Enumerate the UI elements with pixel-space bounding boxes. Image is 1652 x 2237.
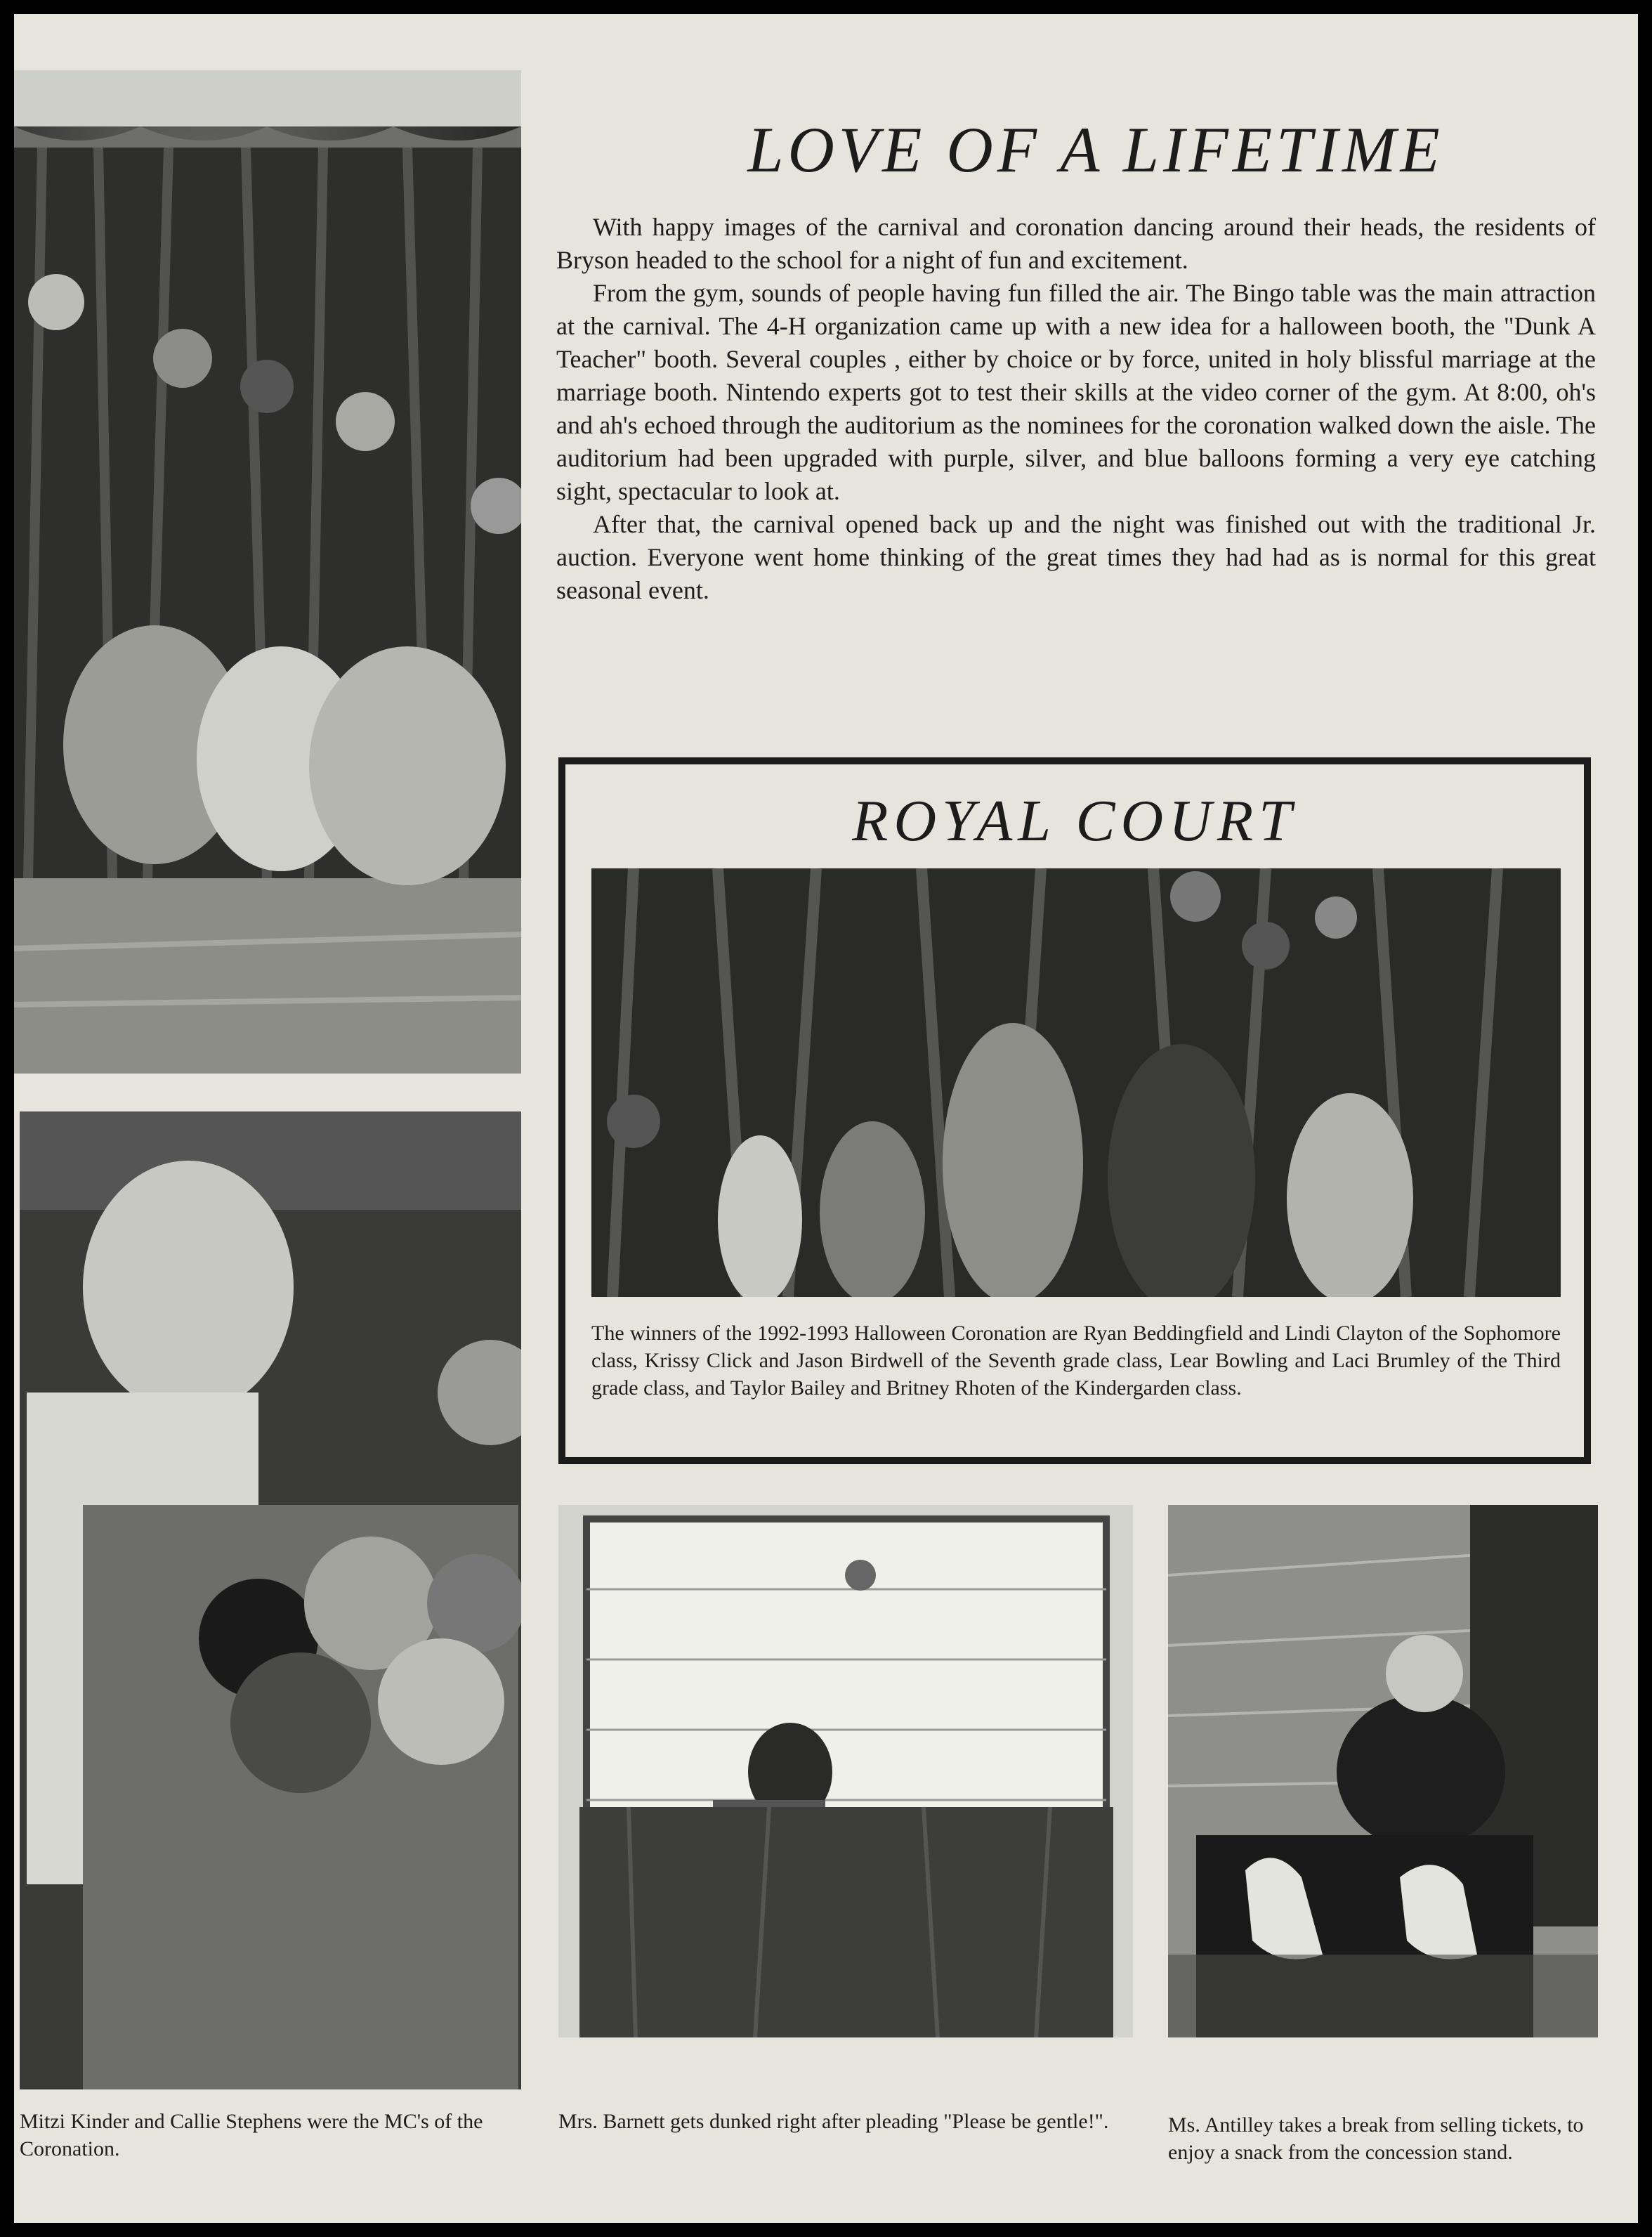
article-title: LOVE OF A LIFETIME [747, 114, 1444, 185]
article-body [556, 211, 1596, 607]
royal-court-photo [591, 868, 1561, 1297]
dunk-tank-photo [558, 1505, 1133, 2037]
article-paragraph: After that, the carnival opened back up and the night was finished out with the traditional Jr. auction. Everyone went home thinking of the great times they had had as is normal for this great seasonal event. [556, 510, 1596, 604]
royal-court-box [558, 757, 1591, 1464]
stage-coronation-photo [14, 70, 521, 1074]
mc-photo-caption: Mitzi Kinder and Callie Stephens were the MC's of the Coronation. [20, 2110, 483, 2160]
podium-mc-photo [20, 1111, 521, 2089]
concession-photo-caption: Ms. Antilley takes a break from selling tickets, to enjoy a snack from the concession stand. [1168, 2113, 1584, 2164]
royal-court-title: ROYAL COURT [852, 788, 1297, 854]
article-paragraph: From the gym, sounds of people having fun filled the air. The Bingo table was the main attraction at the carnival. The 4-H organization came up with a new idea for a halloween booth, the "Dunk A Teacher" booth. Several couples , either by choice or by force, united in holy blissful marriage at the marriage booth. Nintendo experts got to test their skills at the video corner of the gym. At 8:00, oh's and ah's echoed through the auditorium as the nominees for the coronation walked down the aisle. The auditorium had been upgraded with purple, silver, and blue balloons forming a very eye catching sight, spectacular to look at. [556, 279, 1596, 505]
dunk-photo-caption: Mrs. Barnett gets dunked right after pleading "Please be gentle!". [558, 2110, 1109, 2133]
article-paragraph: With happy images of the carnival and coronation dancing around their heads, the residents of Bryson headed to the school for a night of fun and excitement. [556, 213, 1596, 274]
royal-court-caption: The winners of the 1992-1993 Halloween Coronation are Ryan Beddingfield and Lindi Clayton of the Sophomore class, Krissy Click and Jason Birdwell of the Seventh grade class, Lear Bowling and Laci Brumley of the Third grade class, and Taylor Bailey and Britney Rhoten of the Kindergarden class. [591, 1322, 1561, 1400]
concession-stand-photo [1168, 1505, 1598, 2037]
